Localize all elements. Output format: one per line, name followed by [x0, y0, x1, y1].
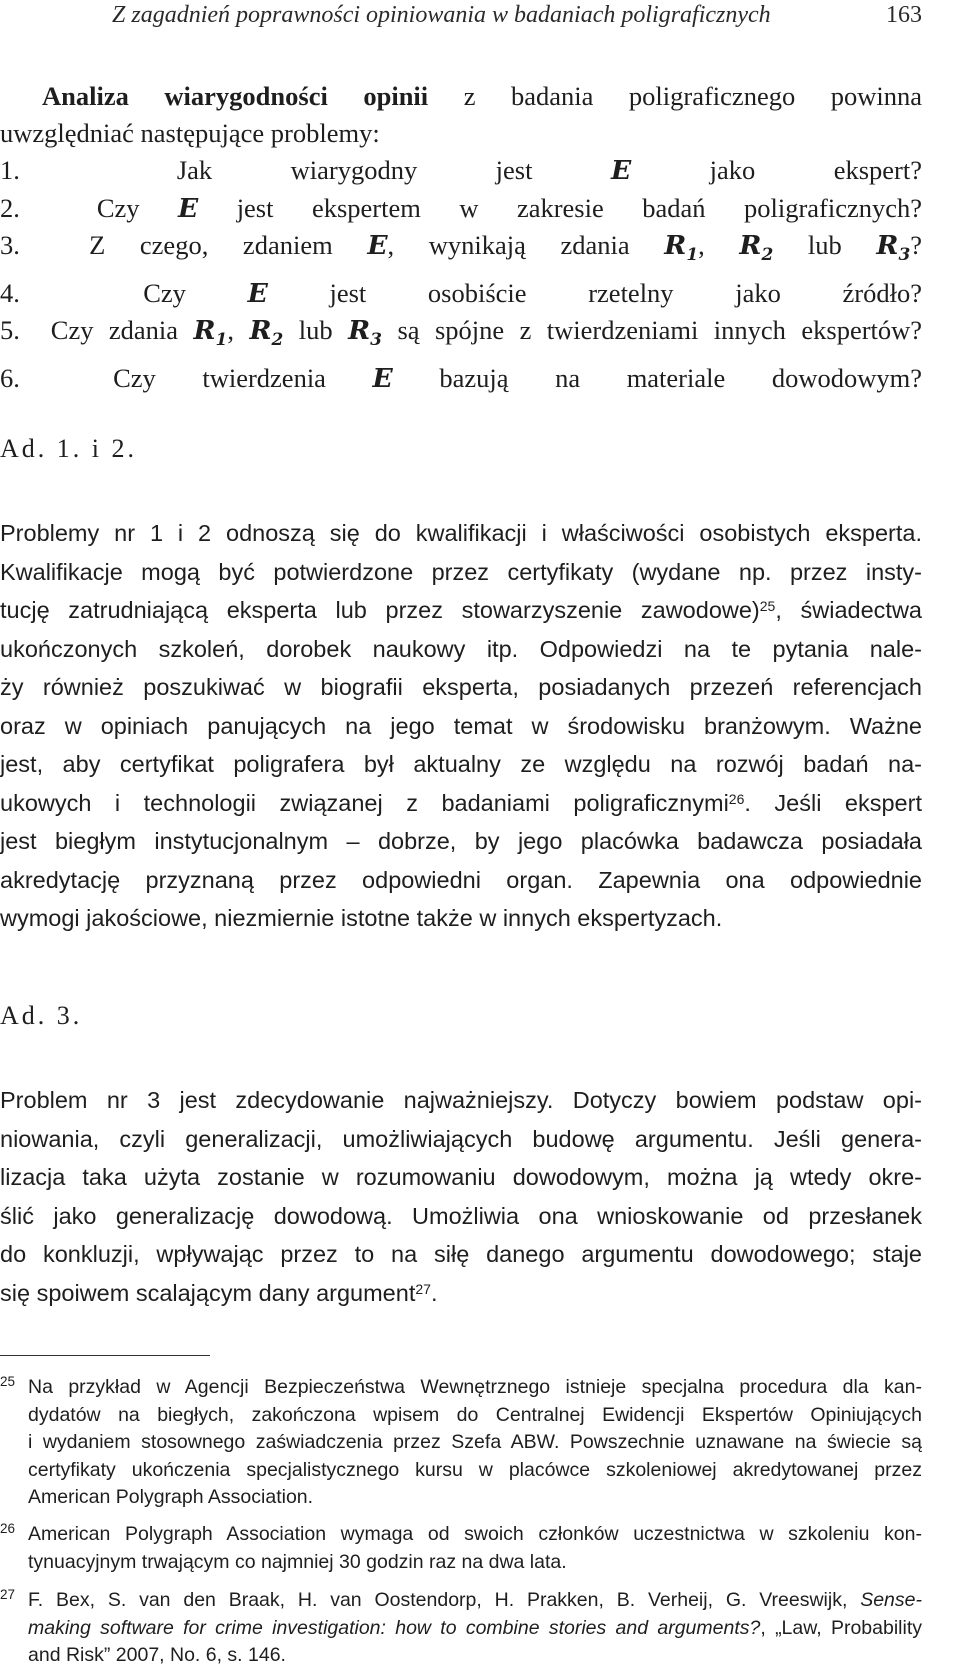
paragraph-line: oraz w opiniach panujących na jego temat w środowisku branżowym. Ważne: [0, 712, 922, 739]
paragraph-line: Problem nr 3 jest zdecydowanie najważniejszy. Dotyczy bowiem podstaw opi-: [0, 1087, 922, 1113]
paragraph-generalization: [0, 1081, 922, 1312]
paragraph-line: wymogi jakościowe, niezmiernie istotne także w innych ekspertyzach.: [0, 905, 723, 931]
page-number: 163: [886, 2, 922, 28]
paragraph-line: do konkluzji, wpływając przez to na siłę danego argumentu dowodowego; staje: [0, 1241, 922, 1267]
paragraph-line: akredytację przyznaną przez odpowiedni organ. Zapewnia ona odpowiednie: [0, 866, 922, 893]
paragraph-line: jest biegłym instytucjonalnym – dobrze, by jego placówka badawcza posiadała: [0, 828, 922, 854]
footnote-27: 27 F. Bex, S. van den Braak, H. van Oostendorp, H. Prakken, B. Verheij, G. Vreeswijk, Sense- making software for crime investigation: how to combine stories and arguments?, „Law, Probability and Risk” 2007, No. 6, s. 146.: [0, 1587, 923, 1666]
section-heading-ad-1-2: Ad. 1. i 2.: [0, 434, 137, 463]
intro-line-2: uwzględniać następujące problemy:: [0, 118, 380, 148]
question-5: 5. Czy zdania $R_1$, $R_2$ lub $R_3$ są spójne z twierdzeniami innych ekspertów?: [0, 315, 923, 350]
paragraph-line: Problemy nr 1 i 2 odnoszą się do kwalifikacji i właściwości osobistych eksperta.: [0, 520, 922, 546]
footnote-separator: [0, 1355, 210, 1356]
question-4: 4. Czy E jest osobiście rzetelny jako źródło?: [0, 277, 922, 309]
footnote-ref-25[interactable]: 25: [759, 598, 776, 614]
paragraph-line: niowania, czyli generalizacji, umożliwiających budowę argumentu. Jeśli genera-: [0, 1125, 922, 1152]
running-header-title: Z zagadnień poprawności opiniowania w badaniach poligraficznych: [112, 2, 771, 28]
question-3: 3. Z czego, zdaniem E, wynikają zdania $R_1$, $R_2$ lub $R_3$?: [0, 230, 923, 265]
paragraph-line: ukończonych szkoleń, dorobek naukowy itp. Odpowiedzi na te pytania nale-: [0, 635, 922, 662]
footnote-25: 25 Na przykład w Agencji Bezpieczeństwa Wewnętrznego istnieje specjalna procedura dla kan- dydatów na biegłych, zakończona wpisem do Centralnej Ewidencji Ekspertów Opiniujących i wydaniem stosownego zaświadczenia przez Szefa ABW. Powszechnie uznawane na świecie są certyfikaty ukończenia specjalistycznego kursu w placówce szkoleniowej akredytowanej przez American Polygraph Association.: [0, 1374, 922, 1508]
paragraph-line: ży również poszukiwać w biografii eksperta, posiadanych przezeń referencjach: [0, 674, 922, 700]
intro-block: [0, 78, 922, 397]
intro-line-1: Analiza wiarygodności opinii z badania poligraficznego powinna: [42, 81, 922, 111]
footnote-ref-27[interactable]: 27: [415, 1280, 431, 1297]
paragraph-line: lizacja taka użyta zostanie w rozumowaniu dowodowym, można ją wtedy okre-: [0, 1164, 922, 1190]
question-1: 1. Jak wiarygodny jest E jako ekspert?: [0, 155, 922, 186]
paragraph-line: Kwalifikacje mogą być potwierdzone przez certyfikaty (wydane np. przez insty-: [0, 558, 922, 585]
paragraph-line: tucję zatrudniającą eksperta lub przez stowarzyszenie zawodowe)$^{25}$, świadectwa: [0, 597, 922, 623]
footnote-mark: 25: [0, 1374, 16, 1389]
footnote-ref-26[interactable]: 26: [728, 790, 745, 807]
question-2: 2. Czy E jest ekspertem w zakresie badań poligraficznych?: [0, 192, 923, 224]
paragraph-line: jest, aby certyfikat poligrafera był aktualny ze względu na rozwój badań na-: [0, 751, 922, 777]
footnote-mark: 27: [0, 1587, 16, 1602]
question-6: 6. Czy twierdzenia E bazują na materiale dowodowym?: [0, 362, 923, 394]
footnote-mark: 26: [0, 1521, 16, 1536]
paragraph-line: ukowych i technologii związanej z badaniami poligraficznymi$^{26}$. Jeśli ekspert: [0, 789, 922, 816]
intro-bold-phrase: Analiza wiarygodności opinii: [42, 81, 429, 111]
paragraph-line: się spoiwem scalającym dany argument$^{27}$.: [0, 1279, 438, 1306]
section-heading-ad-3: Ad. 3.: [0, 1001, 83, 1030]
footnote-26: 26 American Polygraph Association wymaga od swoich członków uczestnictwa w szkoleniu kon- tynuacyjnym trwającym co najmniej 30 godzin raz na dwa lata.: [0, 1521, 922, 1573]
paragraph-qualifications: [0, 514, 922, 938]
paragraph-line: ślić jako generalizację dowodową. Umożliwia ona wnioskowanie od przesłanek: [0, 1202, 922, 1229]
